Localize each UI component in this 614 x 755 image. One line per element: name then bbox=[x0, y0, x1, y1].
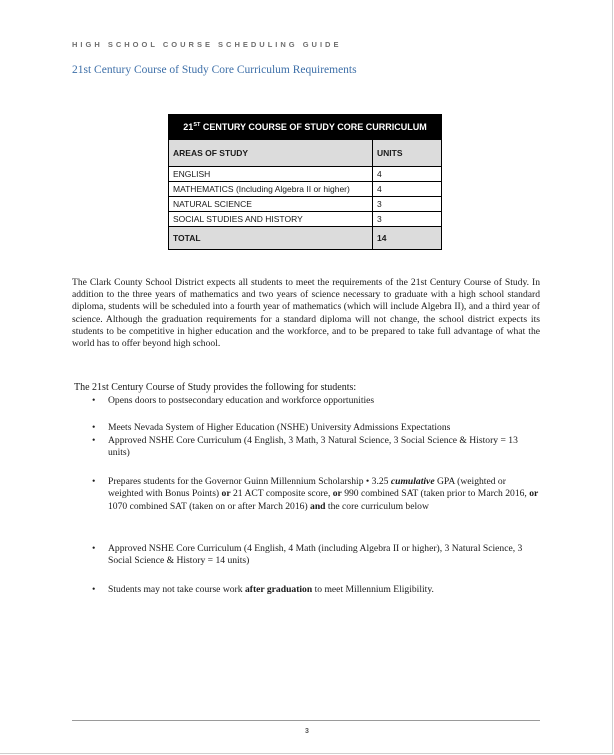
bullet-marker: • bbox=[92, 395, 96, 406]
table-row bbox=[169, 182, 442, 197]
area-cell: ENGLISH bbox=[169, 167, 373, 182]
table-row bbox=[169, 197, 442, 212]
units-cell: 3 bbox=[373, 212, 442, 227]
list-item bbox=[92, 476, 542, 513]
units-cell: 3 bbox=[373, 197, 442, 212]
list-item bbox=[92, 435, 542, 460]
section-title: 21st Century Course of Study Core Curriculum Requirements bbox=[72, 64, 357, 76]
list-item-text: Students may not take course work after graduation to meet Millennium Eligibility. bbox=[108, 584, 434, 595]
bullet-marker: • bbox=[92, 584, 96, 595]
list-item-text: Prepares students for the Governor Guinn Millennium Scholarship • 3.25 cumulative GPA (weighted or weighted with Bonus Points) or 21 ACT composite score, or 990 combined SAT (taken prior to March 2016, or 1070 combined SAT (taken on or after March 2016) and the core curriculum below bbox=[108, 476, 539, 512]
table-row bbox=[169, 167, 442, 182]
total-row bbox=[169, 227, 442, 250]
list-item-text: Approved NSHE Core Curriculum (4 English, 4 Math (including Algebra II or higher), 3 Natural Science, 3 Social Science & History = 14 units) bbox=[108, 543, 523, 567]
table-title: 21ST CENTURY COURSE OF STUDY CORE CURRICULUM bbox=[169, 115, 442, 140]
total-label: TOTAL bbox=[169, 227, 373, 250]
list-item bbox=[92, 584, 542, 596]
total-units: 14 bbox=[373, 227, 442, 250]
list-item-text: Opens doors to postsecondary education and workforce opportunities bbox=[108, 395, 375, 406]
bullet-marker: • bbox=[92, 435, 96, 446]
table-row bbox=[169, 212, 442, 227]
bullet-marker: • bbox=[92, 422, 96, 433]
column-header-units: UNITS bbox=[373, 140, 442, 167]
list-item bbox=[92, 543, 542, 568]
list-item-text: Meets Nevada System of Higher Education (NSHE) University Admissions Expectations bbox=[108, 422, 451, 433]
running-header: HIGH SCHOOL COURSE SCHEDULING GUIDE bbox=[72, 40, 342, 49]
area-cell: SOCIAL STUDIES AND HISTORY bbox=[169, 212, 373, 227]
footer-divider bbox=[72, 720, 540, 721]
area-cell: MATHEMATICS (Including Algebra II or higher) bbox=[169, 182, 373, 197]
bullet-marker: • bbox=[92, 476, 96, 487]
list-lead-in: The 21st Century Course of Study provides the following for students: bbox=[74, 382, 357, 393]
area-cell: NATURAL SCIENCE bbox=[169, 197, 373, 212]
list-item bbox=[92, 422, 542, 434]
intro-paragraph: The Clark County School District expects all students to meet the requirements of the 21st Century Course of Study. In addition to the three years of mathematics and two years of science necessary to graduate with a high school standard diploma, students will be scheduled into a fourth year of mathematics (which will include Algebra II), and a third year of science. Although the graduation requirements for a standard diploma will not change, the school district expects its students to be competitive in higher education and the workforce, and to be prepared to take full advantage of what the world has to offer beyond high school. bbox=[72, 277, 540, 350]
list-item-text: Approved NSHE Core Curriculum (4 English, 3 Math, 3 Natural Science, 3 Social Science & History = 13 units) bbox=[108, 435, 518, 459]
list-item bbox=[92, 395, 542, 407]
page-number: 3 bbox=[305, 728, 309, 735]
units-cell: 4 bbox=[373, 182, 442, 197]
core-curriculum-table bbox=[168, 114, 442, 250]
column-header-area: AREAS OF STUDY bbox=[169, 140, 373, 167]
bullet-marker: • bbox=[92, 543, 96, 554]
units-cell: 4 bbox=[373, 167, 442, 182]
